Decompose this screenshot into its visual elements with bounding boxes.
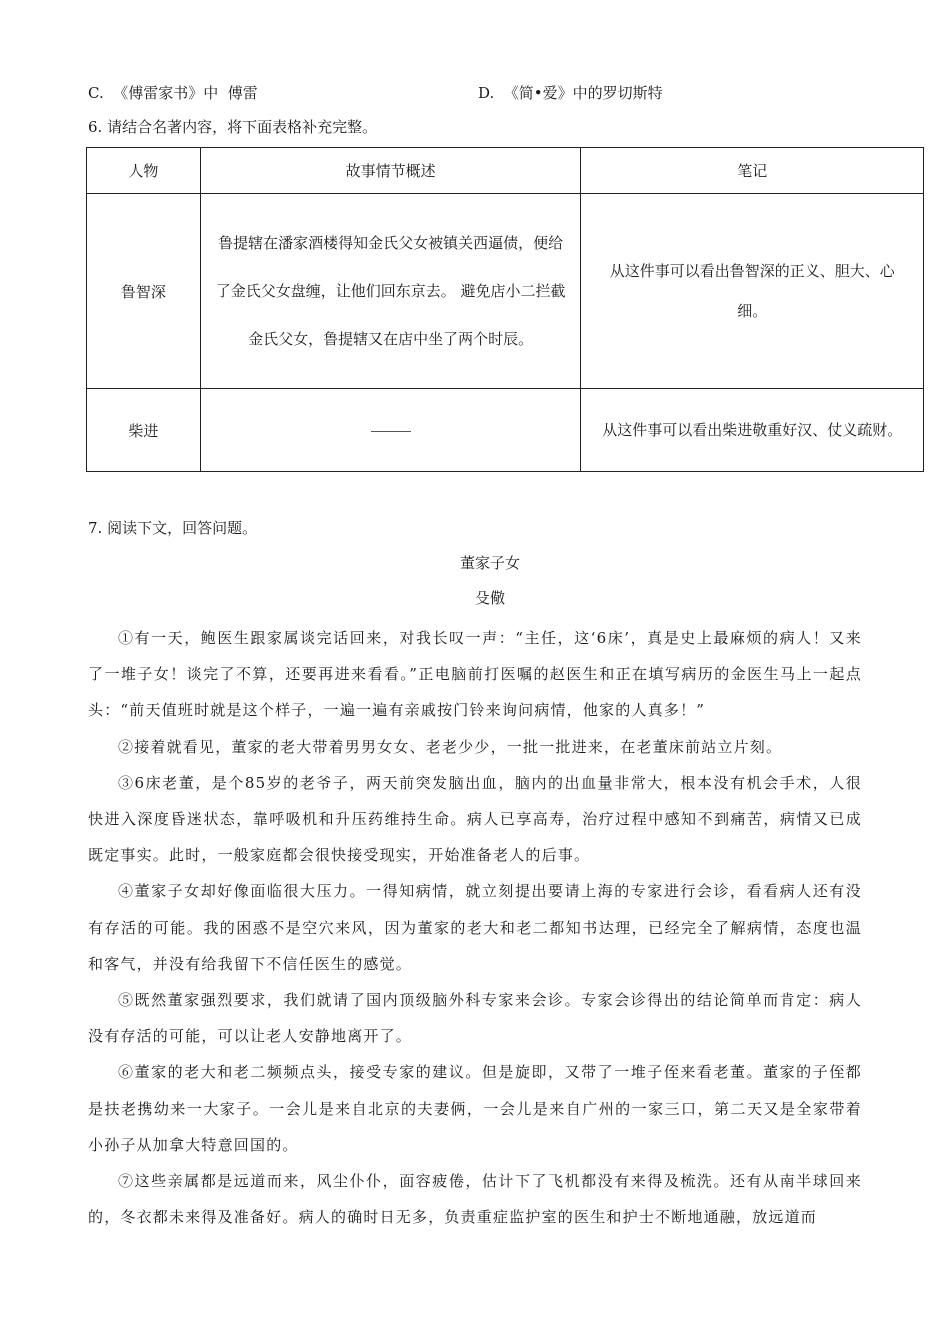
note-cell: 从这件事可以看出柴进敬重好汉、仗义疏财。 <box>581 389 924 472</box>
paragraph-5: ⑤既然董家强烈要求，我们就请了国内顶级脑外科专家来会诊。专家会诊得出的结论简单而肯定：病人没有存活的可能，可以让老人安静地离开了。 <box>88 991 862 1046</box>
option-d: D. 《简•爱》中的罗切斯特 <box>478 84 663 102</box>
novel-table <box>86 147 924 472</box>
plot-cell: 鲁提辖在潘家酒楼得知金氏父女被镇关西逼债，便给了金氏父女盘缠，让他们回东京去。 避免店小二拦截金氏父女，鲁提辖又在店中坐了两个时辰。 <box>200 194 581 389</box>
question-7-prompt: 7. 阅读下文，回答问题。 <box>88 519 258 537</box>
character-cell: 柴进 <box>87 389 201 472</box>
header-plot: 故事情节概述 <box>200 148 581 194</box>
header-character: 人物 <box>87 148 201 194</box>
paragraph-2: ②接着就看见，董家的老大带着男男女女、老老少少，一批一批进来，在老董床前站立片刻。 <box>118 737 783 756</box>
option-c: C. 《傅雷家书》中 傅雷 <box>88 84 258 102</box>
table-row <box>87 389 924 472</box>
article-body <box>88 620 862 1235</box>
article-title: 董家子女 <box>459 554 520 572</box>
table-row <box>87 194 924 389</box>
question-6-prompt: 6. 请结合名著内容，将下面表格补充完整。 <box>88 118 378 136</box>
paragraph-7: ⑦这些亲属都是远道而来，风尘仆仆，面容疲倦，估计下了飞机都没有来得及梳洗。还有从南半球回来的，冬衣都未来得及准备好。病人的确时日无多，负责重症监护室的医生和护士不断地通融，放远道而 <box>88 1172 862 1227</box>
article-author: 殳儆 <box>474 589 505 607</box>
paragraph-4: ④董家子女却好像面临很大压力。一得知病情，就立刻提出要请上海的专家进行会诊，看看病人还有没有存活的可能。我的困惑不是空穴来风，因为董家的老大和老二都知书达理，已经完全了解病情，态度也温和客气，并没有给我留下不信任医生的感觉。 <box>88 882 862 973</box>
answer-blank <box>371 431 411 432</box>
character-cell: 鲁智深 <box>87 194 201 389</box>
paragraph-6: ⑥董家的老大和老二频频点头，接受专家的建议。但是旋即，又带了一堆子侄来看老董。董家的子侄都是扶老携幼来一大家子。一会儿是来自北京的夫妻俩，一会儿是来自广州的一家三口，第二天又是全家带着小孙子从加拿大特意回国的。 <box>88 1063 862 1154</box>
header-note: 笔记 <box>581 148 924 194</box>
table-header-row <box>87 148 924 194</box>
paragraph-1: ①有一天，鲍医生跟家属谈完话回来，对我长叹一声：“主任，这‘6床’，真是史上最麻烦的病人！又来了一堆子女！谈完了不算，还要再进来看看。”正电脑前打医嘱的赵医生和正在填写病历的金医生马上一起点头：“前天值班时就是这个样子，一遍一遍有亲戚按门铃来询问病情，他家的人真多！” <box>88 629 862 720</box>
plot-cell-blank[interactable] <box>200 389 581 472</box>
note-cell: 从这件事可以看出鲁智深的正义、胆大、心细。 <box>581 194 924 389</box>
paragraph-3: ③6床老董，是个85岁的老爷子，两天前突发脑出血，脑内的出血量非常大，根本没有机会手术，人很快进入深度昏迷状态，靠呼吸机和升压药维持生命。病人已享高寿，治疗过程中感知不到痛苦，病情又已成既定事实。此时，一般家庭都会很快接受现实，开始准备老人的后事。 <box>88 773 862 865</box>
